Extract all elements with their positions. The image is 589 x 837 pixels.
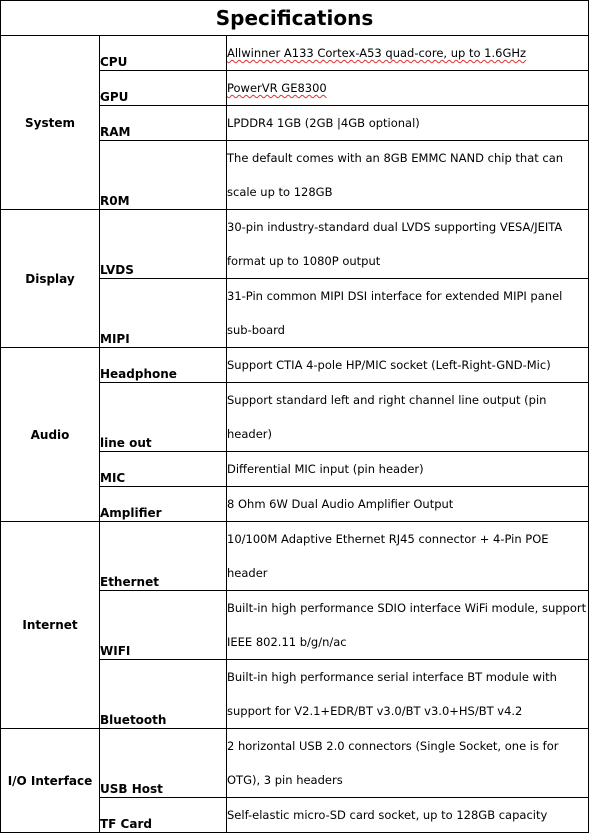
desc-cpu-text: Allwinner A133 Cortex-A53 quad-core, up to 1.6GHz xyxy=(227,46,527,60)
page-title: Specifications xyxy=(1,1,589,36)
item-mipi: MIPI xyxy=(100,279,227,348)
item-cpu: CPU xyxy=(100,36,227,71)
table-row xyxy=(1,729,589,798)
item-lvds: LVDS xyxy=(100,210,227,279)
item-tf-card: TF Card xyxy=(100,798,227,833)
item-mic: MIC xyxy=(100,452,227,487)
item-headphone: Headphone xyxy=(100,348,227,383)
table-row xyxy=(1,36,589,71)
category-display: Display xyxy=(1,210,100,348)
desc-wifi: Built-in high performance SDIO interface WiFi module, support IEEE 802.11 b/g/n/ac xyxy=(227,591,589,660)
desc-gpu-text: PowerVR GE8300 xyxy=(227,81,327,95)
category-io-interface: I/O Interface xyxy=(1,729,100,833)
desc-lvds: 30-pin industry-standard dual LVDS supporting VESA/JEITA format up to 1080P output xyxy=(227,210,589,279)
category-internet: Internet xyxy=(1,522,100,729)
item-rom: R0M xyxy=(100,141,227,210)
desc-ethernet: 10/100M Adaptive Ethernet RJ45 connector + 4-Pin POE header xyxy=(227,522,589,591)
item-ethernet: Ethernet xyxy=(100,522,227,591)
table-row xyxy=(1,348,589,383)
desc-mipi: 31-Pin common MIPI DSI interface for extended MIPI panel sub-board xyxy=(227,279,589,348)
desc-mic: Differential MIC input (pin header) xyxy=(227,452,589,487)
desc-amplifier: 8 Ohm 6W Dual Audio Amplifier Output xyxy=(227,487,589,522)
category-audio: Audio xyxy=(1,348,100,522)
category-system: System xyxy=(1,36,100,210)
desc-usb-host: 2 horizontal USB 2.0 connectors (Single Socket, one is for OTG), 3 pin headers xyxy=(227,729,589,798)
item-line-out: line out xyxy=(100,383,227,452)
desc-headphone: Support CTIA 4-pole HP/MIC socket (Left-Right-GND-Mic) xyxy=(227,348,589,383)
item-wifi: WIFI xyxy=(100,591,227,660)
item-ram: RAM xyxy=(100,106,227,141)
desc-cpu xyxy=(227,36,589,71)
table-row xyxy=(1,522,589,591)
table-row xyxy=(1,210,589,279)
item-usb-host: USB Host xyxy=(100,729,227,798)
item-gpu: GPU xyxy=(100,71,227,106)
desc-ram: LPDDR4 1GB (2GB |4GB optional) xyxy=(227,106,589,141)
item-bluetooth: Bluetooth xyxy=(100,660,227,729)
desc-tf-card: Self-elastic micro-SD card socket, up to 128GB capacity xyxy=(227,798,589,833)
item-amplifier: Amplifier xyxy=(100,487,227,522)
desc-gpu xyxy=(227,71,589,106)
desc-rom: The default comes with an 8GB EMMC NAND chip that can scale up to 128GB xyxy=(227,141,589,210)
desc-line-out: Support standard left and right channel line output (pin header) xyxy=(227,383,589,452)
desc-bluetooth: Built-in high performance serial interface BT module with support for V2.1+EDR/BT v3.0/BT v3.0+HS/BT v4.2 xyxy=(227,660,589,729)
